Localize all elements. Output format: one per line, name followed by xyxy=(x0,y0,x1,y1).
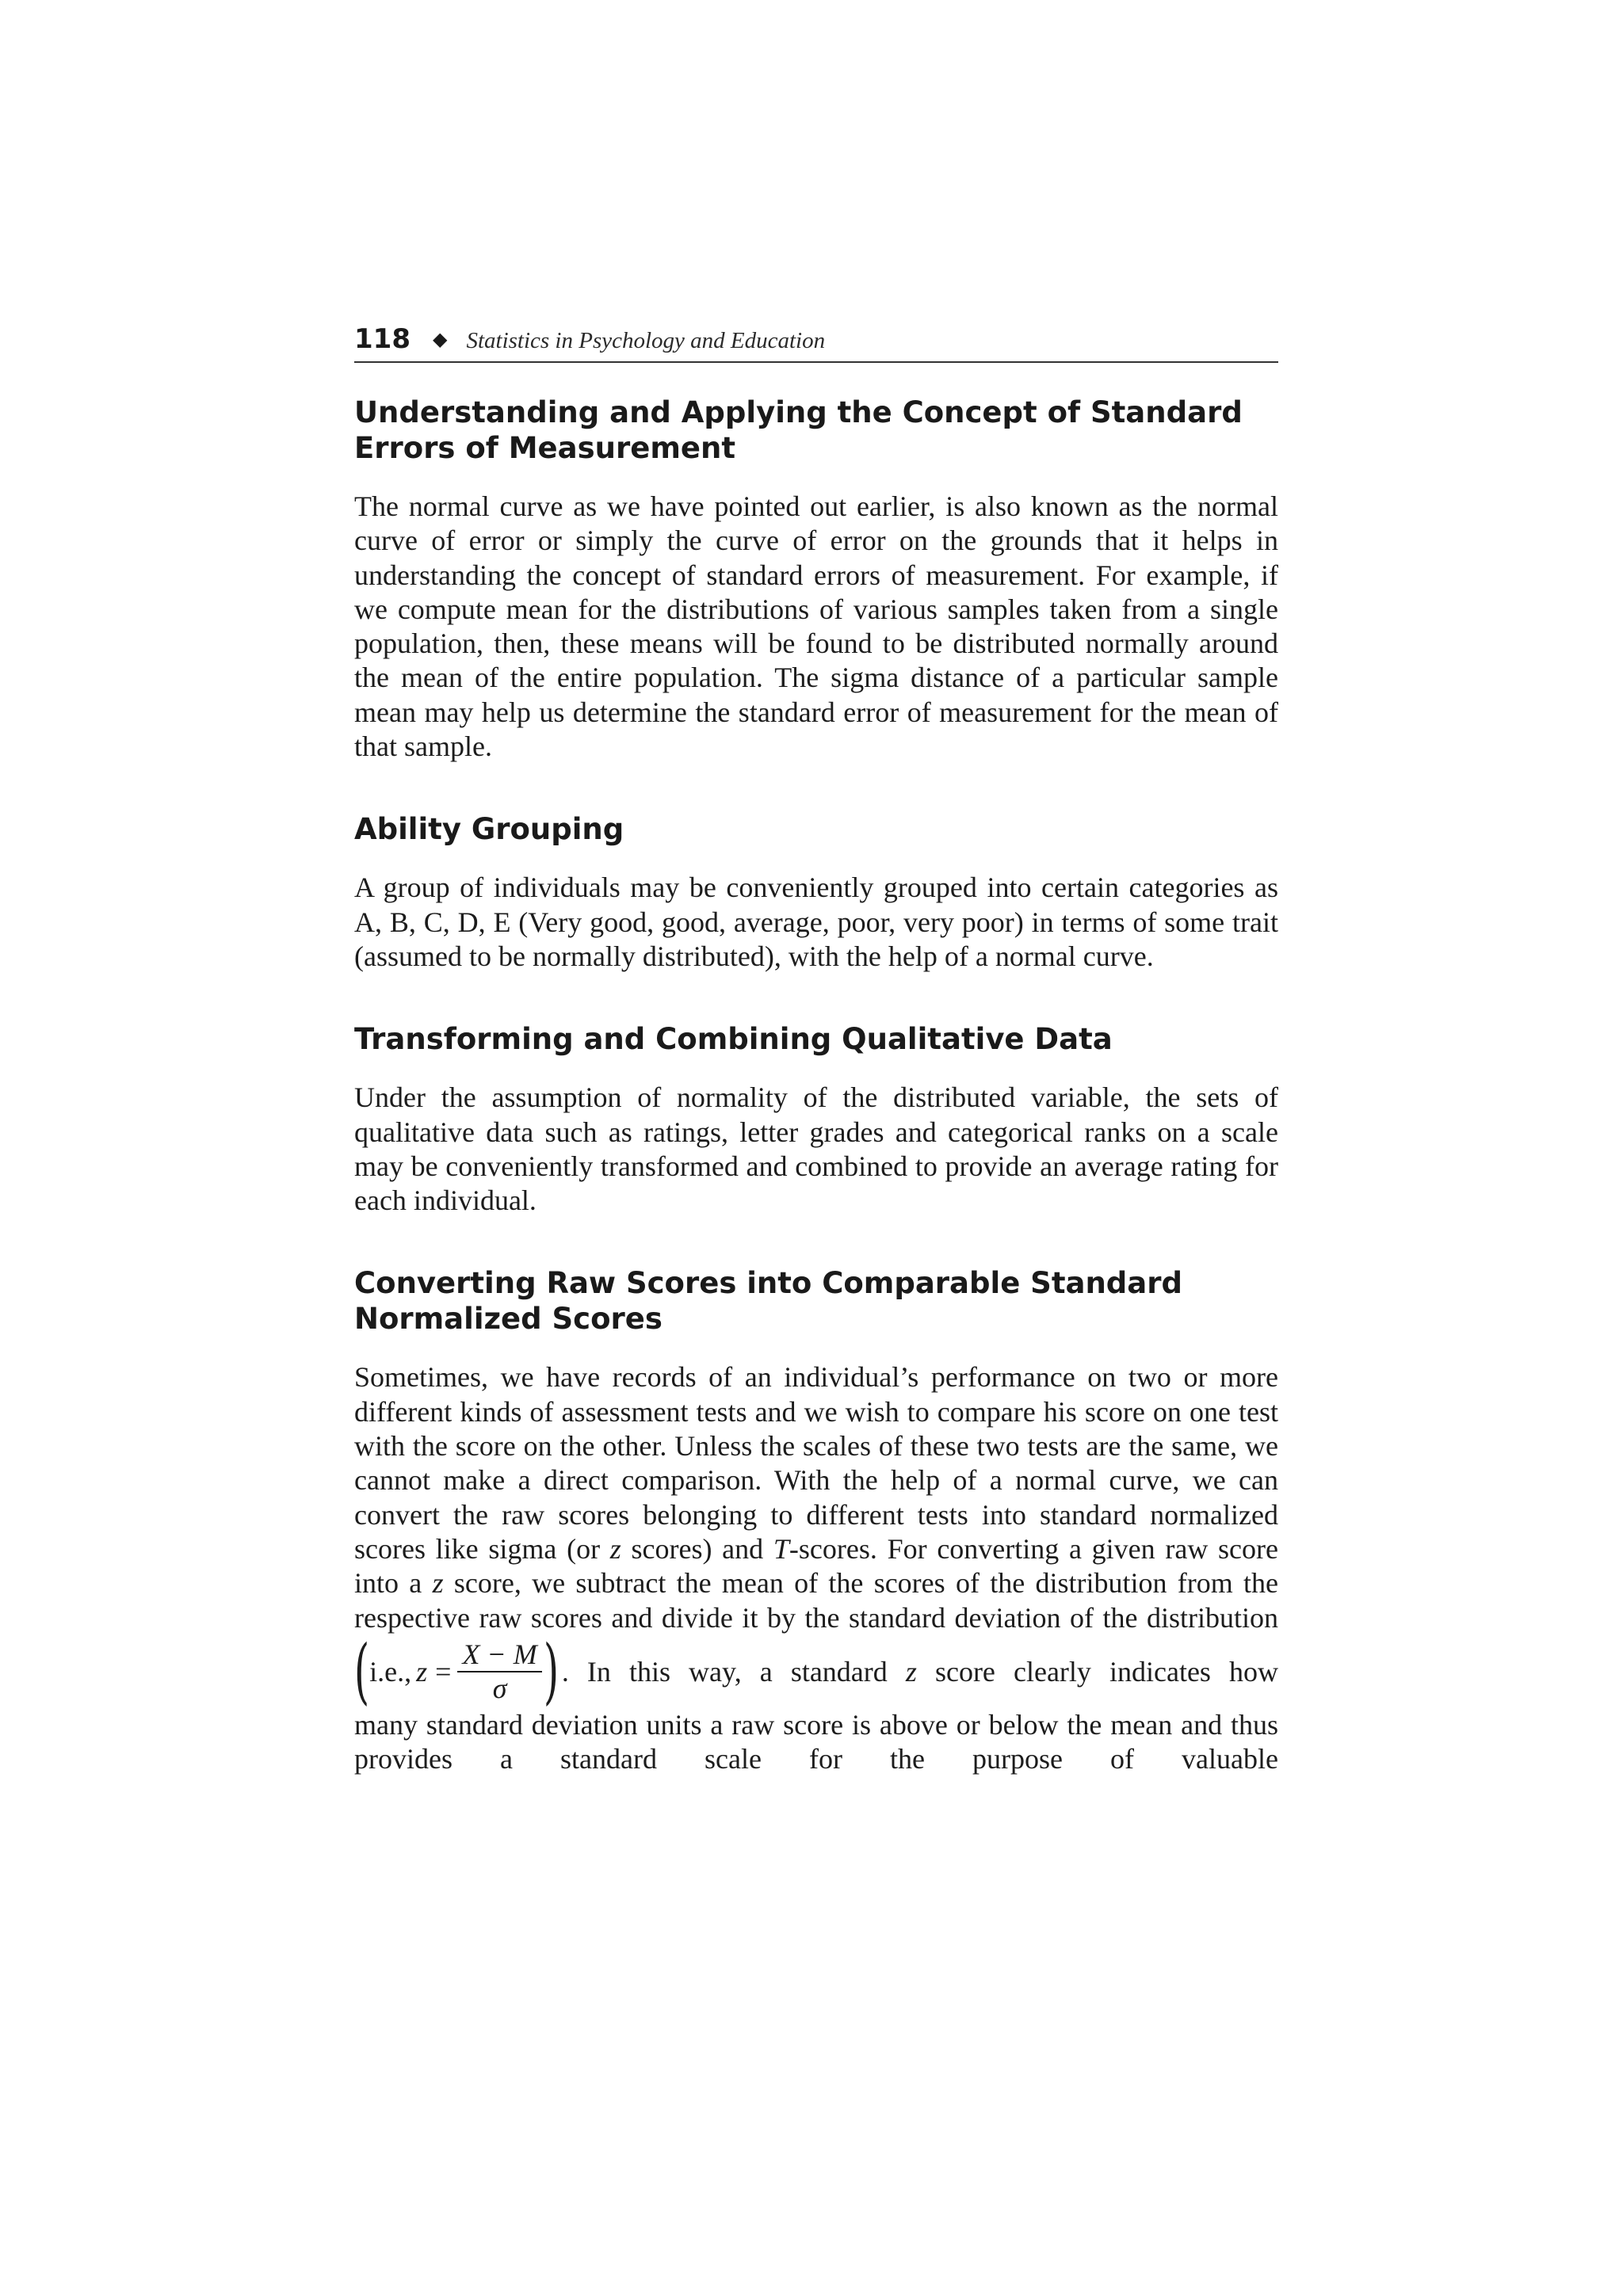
formula-trailing-text xyxy=(562,1655,1278,1688)
formula-prefix: i.e., xyxy=(369,1655,412,1688)
z-variable: z xyxy=(432,1567,444,1600)
z-score-formula-line xyxy=(353,1629,1279,1713)
diamond-separator-icon: ◆ xyxy=(432,328,448,350)
book-page xyxy=(354,323,1278,1776)
section-heading-standard-errors xyxy=(354,395,1278,466)
z-variable: z xyxy=(609,1532,621,1565)
paragraph-raw-scores-continued: many standard deviation units a raw score is above or below the mean and thus provides a standard scale for the purpose of valuable xyxy=(354,1708,1278,1775)
z-variable: z xyxy=(905,1655,917,1688)
fraction-numerator: X − M xyxy=(457,1639,541,1672)
section-heading-qualitative-data: Transforming and Combining Qualitative Data xyxy=(354,1022,1113,1057)
paragraph-raw-scores xyxy=(354,1360,1278,1634)
z-score-fraction xyxy=(457,1639,541,1704)
paragraph-standard-errors: The normal curve as we have pointed out earlier, is also known as the normal curve of error or simply the curve of error on the grounds that it helps in understanding the concept of standard errors of measurement. For example, if we compute mean for the distributions of various samples taken from a single population, then, these means will be found to be distributed normally around the mean of the entire population. The sigma distance of a particular sample mean may help us determine the standard error of measurement for the mean of that sample. xyxy=(354,490,1278,763)
page-number: 118 xyxy=(354,323,411,355)
formula-equals: = xyxy=(435,1655,452,1688)
text-run: -scores. For converting a given raw score into a xyxy=(354,1532,1279,1600)
fraction-denominator: σ xyxy=(492,1672,507,1704)
formula-close-paren: ) xyxy=(543,1629,559,1713)
paragraph-ability-grouping: A group of individuals may be conveniently grouped into certain categories as A, B, C, D, E (Very good, good, average, poor, very poor) in terms of some trait (assumed to be normally distributed), with the help of a normal curve. xyxy=(354,871,1278,972)
section-heading-raw-scores xyxy=(354,1265,1278,1337)
paragraph-qualitative-data: Under the assumption of normality of the distributed variable, the sets of qualitative data such as ratings, letter grades and categorical ranks on a scale may be conveniently transformed and combined to provide an average rating for each individual. xyxy=(354,1081,1278,1217)
formula-variable: z xyxy=(416,1655,428,1688)
text-run: scores) and xyxy=(631,1532,764,1565)
text-run: score clearly indicates how xyxy=(934,1655,1279,1688)
heading-line: Errors of Measurement xyxy=(354,431,735,465)
section-heading-ability-grouping: Ability Grouping xyxy=(354,812,624,847)
heading-line: Converting Raw Scores into Comparable Standard xyxy=(354,1266,1182,1301)
running-head xyxy=(354,323,1278,363)
formula-open-paren: ( xyxy=(353,1629,370,1713)
heading-line: Understanding and Applying the Concept of Standard xyxy=(354,395,1243,429)
t-variable: T xyxy=(773,1532,789,1565)
book-title: Statistics in Psychology and Education xyxy=(466,328,826,353)
text-run: score, we subtract the mean of the scores of the distribution from the respective raw scores and divide it by the standard deviation of the distribution xyxy=(354,1567,1279,1634)
heading-line: Normalized Scores xyxy=(354,1302,663,1337)
text-run: . In this way, a standard xyxy=(561,1655,888,1688)
text-run: Sometimes, we have records of an individual’s performance on two or more different kinds of assessment tests and we wish to compare his score on one test with the score on the other. Unless the scales of these two tests are the same, we cannot make a direct comparison. With the help of a normal curve, we can convert the raw scores belonging to different tests into standard normalized scores like sigma (or xyxy=(354,1361,1278,1565)
